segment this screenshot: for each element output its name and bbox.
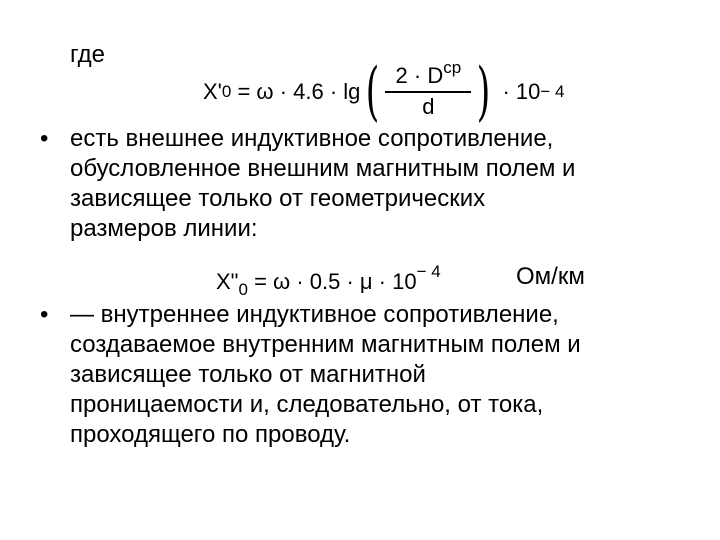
formula2-rhs: = ω · 0.5 · μ · 10: [247, 269, 417, 294]
bullet2-line: создаваемое внутренним магнитным полем и: [70, 331, 581, 358]
unit-label: Ом/км: [516, 263, 585, 290]
formula1-tail: · 10: [496, 79, 541, 104]
bullet-text-1: [70, 124, 690, 244]
bullet2-line: проходящего по проводу.: [70, 421, 351, 448]
bullet-text-2: [70, 300, 690, 450]
formula1-lhs-sub: 0: [221, 82, 232, 101]
bullet2-line: — внутреннее индуктивное сопротивление,: [70, 301, 559, 328]
bullet-marker-2: •: [40, 301, 49, 328]
formula1-lhs: X': [203, 79, 222, 104]
bullet2-line: проницаемости и, следовательно, от тока,: [70, 391, 544, 418]
left-paren: (: [366, 55, 380, 129]
formula2-lhs: X": [216, 269, 239, 294]
numerator-text: 2 · D: [395, 63, 444, 89]
formula2-exponent: − 4: [416, 262, 441, 281]
bullet2-line: зависящее только от магнитной: [70, 361, 426, 388]
bullet-marker-1: •: [40, 125, 49, 152]
formula1-denominator: d: [422, 93, 435, 119]
formula1-exponent: − 4: [540, 82, 565, 101]
bullet1-line: размеров линии:: [70, 215, 258, 242]
bullet1-line: есть внешнее индуктивное сопротивление,: [70, 125, 554, 152]
where-label: где: [70, 41, 106, 68]
numerator-sub: cp: [443, 58, 462, 78]
formula-internal-reactance: [216, 258, 441, 304]
formula1-fraction: [385, 58, 471, 121]
formula1-eq: = ω · 4.6 · lg: [231, 79, 361, 104]
right-paren: ): [476, 55, 491, 129]
formula2-lhs-sub: 0: [238, 280, 248, 299]
formula1-numerator: [392, 58, 466, 91]
bullet1-line: зависящее только от геометрических: [70, 185, 486, 212]
formula-external-reactance: [203, 42, 565, 129]
bullet1-line: обусловленное внешним магнитным полем и: [70, 155, 576, 182]
